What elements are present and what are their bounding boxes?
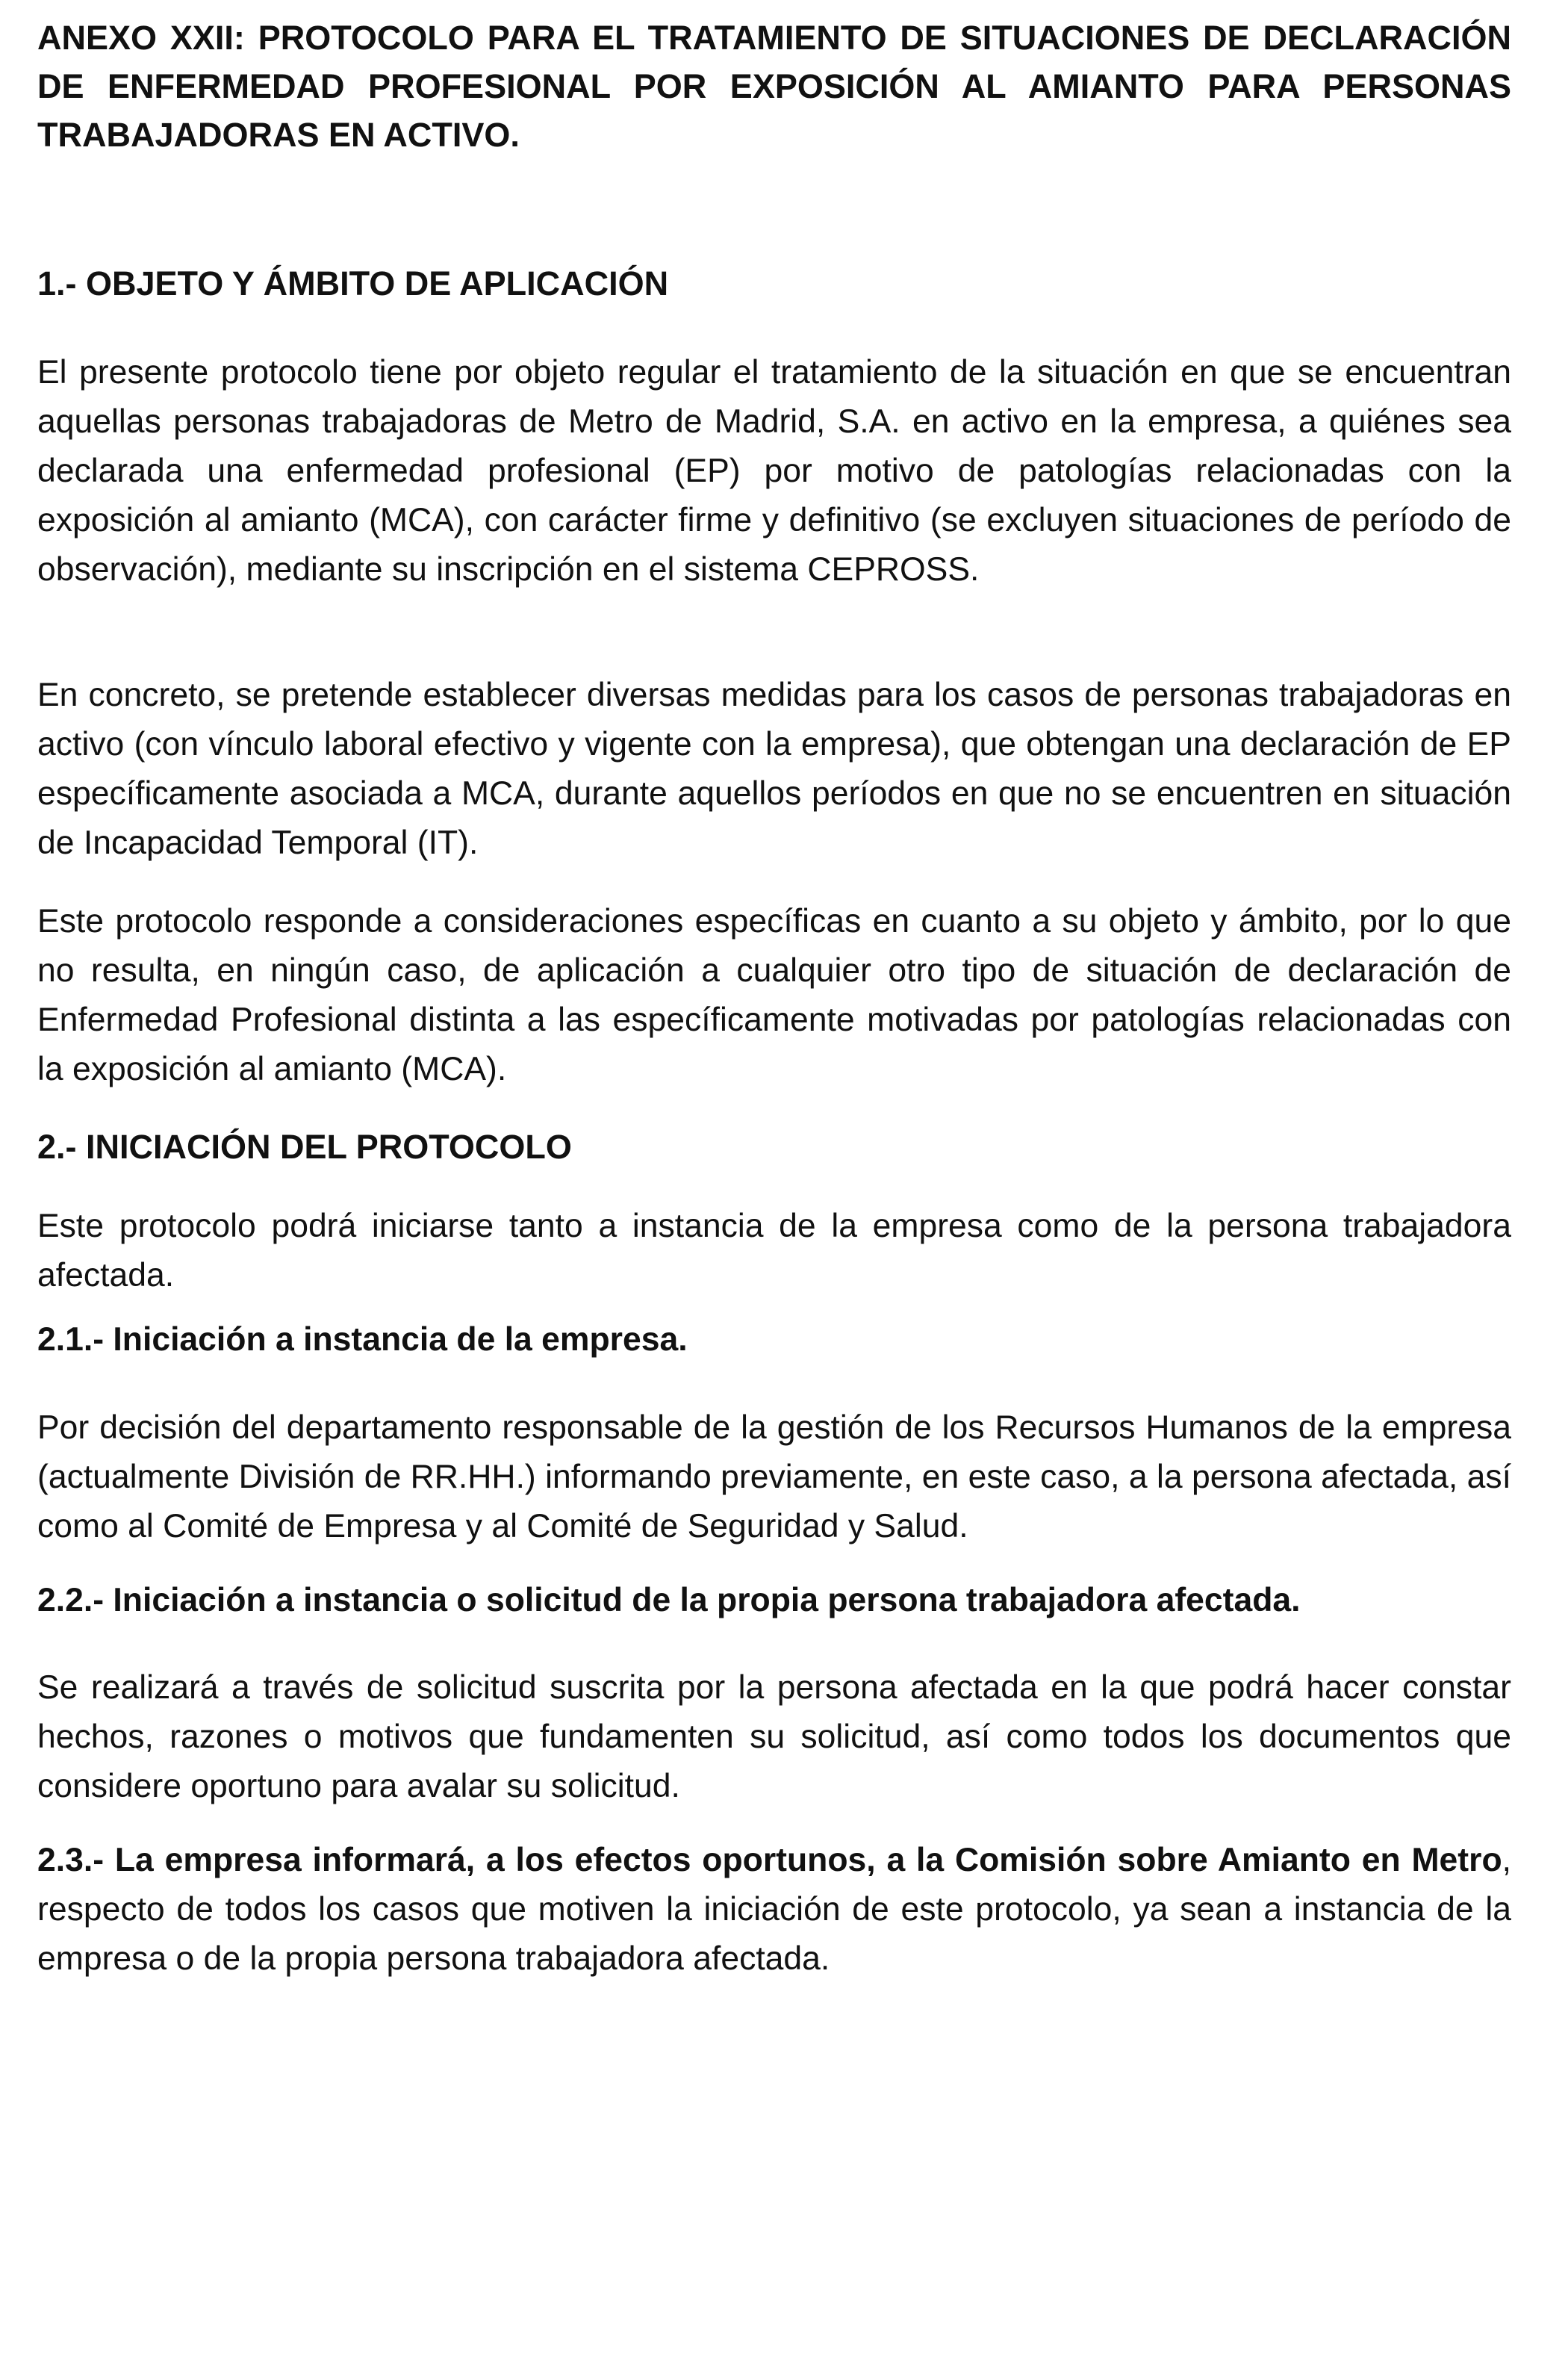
section-1-paragraph-1: El presente protocolo tiene por objeto regular el tratamiento de la situación en que se encuentran aquellas personas trabajadoras de Metro de Madrid, S.A. en activo en la empresa, a quiénes sea declarada una enfermedad profesional (EP) por motivo de patologías relacionadas con la exposición al amianto (MCA), con carácter firme y definitivo (se excluyen situaciones de período de observación), mediante su inscripción en el sistema CEPROSS. xyxy=(37,354,1511,588)
document-title: ANEXO XXII: PROTOCOLO PARA EL TRATAMIENTO DE SITUACIONES DE DECLARACIÓN DE ENFERMEDAD PROFESIONAL POR EXPOSICIÓN AL AMIANTO PARA PERSONAS TRABAJADORAS EN ACTIVO. xyxy=(37,19,1511,154)
section-2-3-bold-lead: 2.3.- La empresa informará, a los efectos oportunos, a la Comisión sobre Amianto en Metro xyxy=(37,1842,1502,1878)
section-2-paragraph-1: Este protocolo podrá iniciarse tanto a instancia de la empresa como de la persona trabajadora afectada. xyxy=(37,1208,1511,1294)
section-1-paragraph-3: Este protocolo responde a consideraciones específicas en cuanto a su objeto y ámbito, por lo que no resulta, en ningún caso, de aplicación a cualquier otro tipo de situación de declaración de Enfermedad Profesional distinta a las específicamente motivadas por patologías relacionadas con la exposición al amianto (MCA). xyxy=(37,903,1511,1087)
section-1-heading: 1.- OBJETO Y ÁMBITO DE APLICACIÓN xyxy=(37,264,669,302)
section-2-1-heading: 2.1.- Iniciación a instancia de la empresa. xyxy=(37,1321,688,1358)
section-2-2-paragraph: Se realizará a través de solicitud suscrita por la persona afectada en la que podrá hacer constar hechos, razones o motivos que fundamenten su solicitud, así como todos los documentos que considere oportuno para avalar su solicitud. xyxy=(37,1669,1511,1804)
section-2-3-text: , respecto de todos los casos que motiven la iniciación de este protocolo, ya sean a instancia de la empresa o de la propia persona trabajadora afectada. xyxy=(37,1842,1511,1977)
section-1-paragraph-2: En concreto, se pretende establecer diversas medidas para los casos de personas trabajadoras en activo (con vínculo laboral efectivo y vigente con la empresa), que obtengan una declaración de EP específicamente asociada a MCA, durante aquellos períodos en que no se encuentren en situación de Incapacidad Temporal (IT). xyxy=(37,677,1511,861)
section-2-3-paragraph xyxy=(37,1836,1511,1984)
document-page xyxy=(37,13,1511,2351)
section-2-heading: 2.- INICIACIÓN DEL PROTOCOLO xyxy=(37,1128,572,1166)
section-2-2-heading: 2.2.- Iniciación a instancia o solicitud de la propia persona trabajadora afectada. xyxy=(37,1582,1301,1618)
section-2-1-paragraph: Por decisión del departamento responsable de la gestión de los Recursos Humanos de la empresa (actualmente División de RR.HH.) informando previamente, en este caso, a la persona afectada, así como al Comité de Empresa y al Comité de Seguridad y Salud. xyxy=(37,1409,1511,1544)
